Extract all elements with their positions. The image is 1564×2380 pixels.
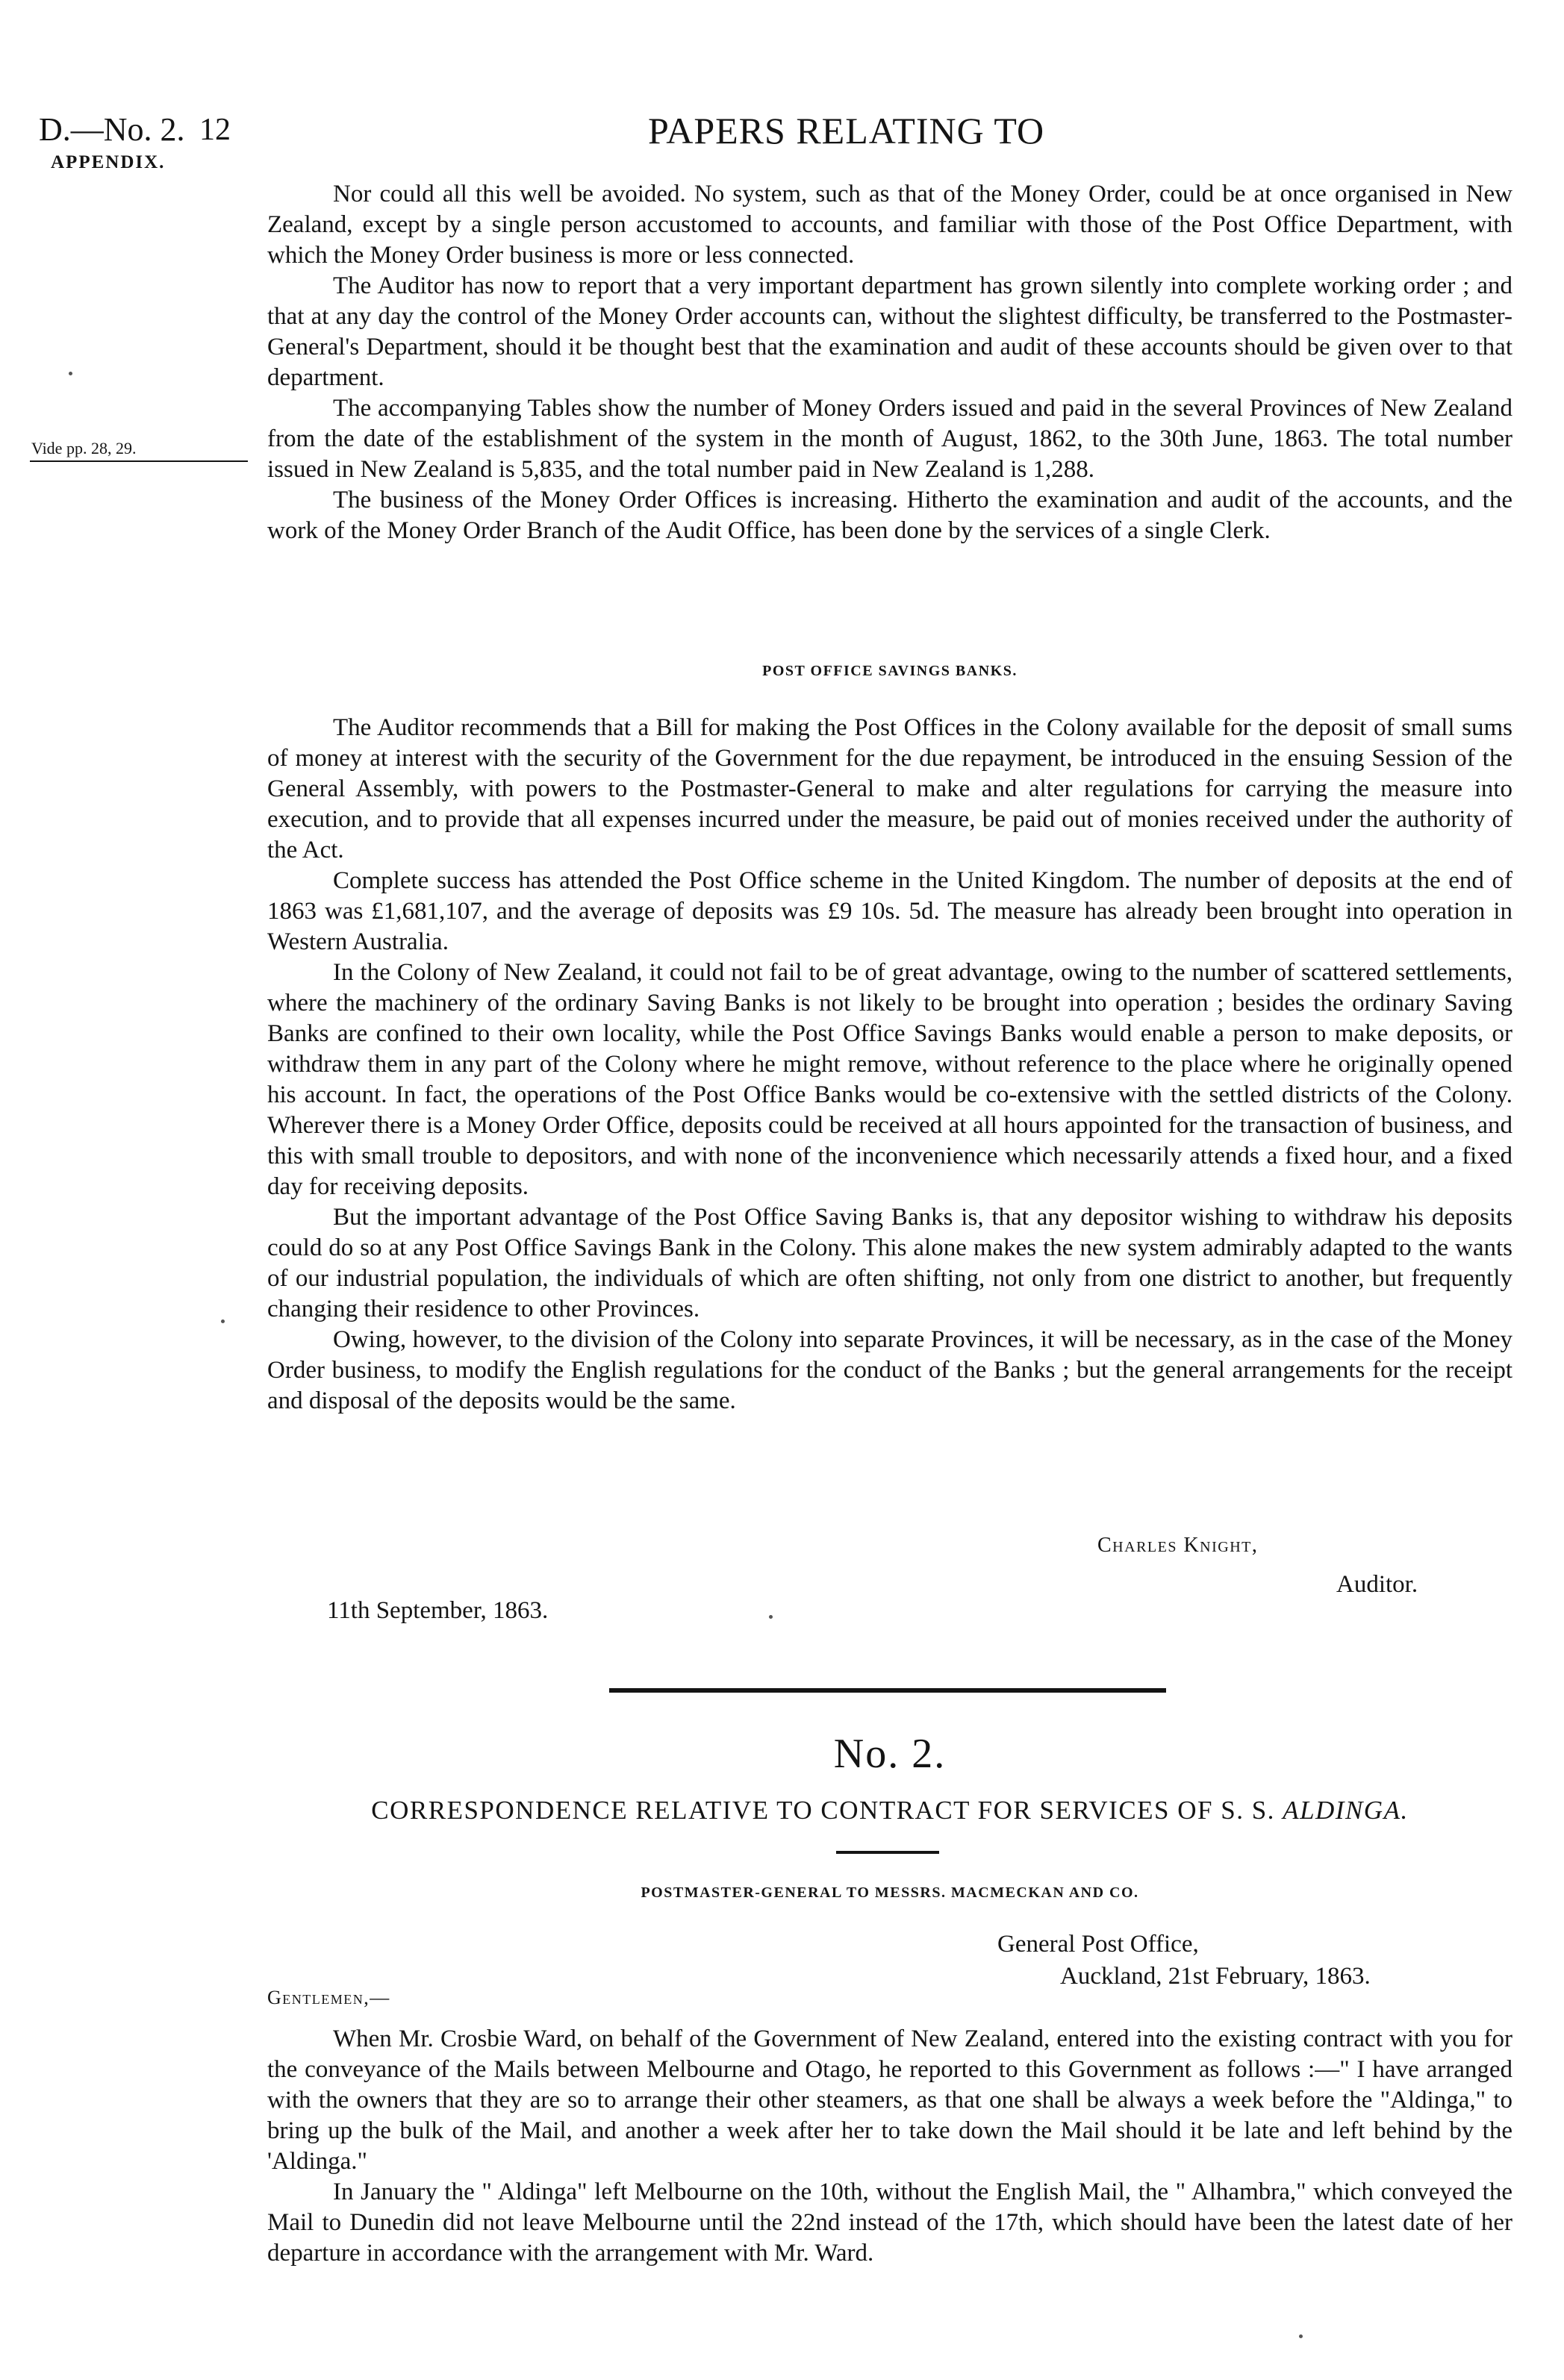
paragraph: In January the " Aldinga" left Melbourne on the 10th, without the English Mail, the " Alhambra," which conveyed the Mail to Dunedin did not leave Melbourne until the 22nd instead of the 17th, which should have been the latest date of her departure in accordance with the arrangement with Mr. Ward. bbox=[267, 2178, 1512, 2267]
money-order-text bbox=[267, 179, 1512, 546]
scan-speck bbox=[69, 372, 72, 375]
ship-name: ALDINGA. bbox=[1283, 1796, 1409, 1825]
scan-speck bbox=[221, 1319, 225, 1323]
appendix-label: APPENDIX. bbox=[51, 152, 166, 172]
scan-speck bbox=[769, 1615, 773, 1619]
paragraph: Complete success has attended the Post Office scheme in the United Kingdom. The number of deposits at the end of 1863 was £1,681,107, and the average of deposits was £9 10s. 5d. The measure has already been brought into operation in Western Australia. bbox=[267, 867, 1512, 955]
section-heading-savings-banks: POST OFFICE SAVINGS BANKS. bbox=[762, 663, 1018, 679]
page-title: PAPERS RELATING TO bbox=[648, 110, 1045, 152]
letter-text bbox=[267, 2024, 1512, 2269]
paragraph: In the Colony of New Zealand, it could not fail to be of great advantage, owing to the number of scattered settlements, where the machinery of the ordinary Saving Banks is not likely to be brought into operation ; besides the ordinary Saving Banks are confined to their own locality, while the Post Office Savings Banks would enable a person to make deposits, or withdraw them in any part of the Colony where he might remove, without reference to the place where he originally opened his account. In fact, the operations of the Post Office Banks would be co-extensive with the settled districts of the Colony. Wherever there is a Money Order Office, deposits could be received at all hours appointed for the transaction of business, and this with small trouble to depositors, and with none of the inconvenience which necessarily attends a fixed hour, and a fixed day for receiving deposits. bbox=[267, 959, 1512, 1200]
section-number: No. 2. bbox=[833, 1731, 947, 1777]
paragraph: Owing, however, to the division of the Colony into separate Provinces, it will be necessary, as in the case of the Money Order business, to modify the English regulations for the conduct of the Banks ; but the general arrangements for the receipt and disposal of the deposits would be the same. bbox=[267, 1326, 1512, 1414]
signature-name: Charles Knight, bbox=[1097, 1534, 1259, 1557]
letter-subheading: POSTMASTER-GENERAL TO MESSRS. MACMECKAN AND CO. bbox=[641, 1884, 1139, 1901]
letter-address-line2: Auckland, 21st February, 1863. bbox=[1060, 1963, 1371, 1990]
report-date: 11th September, 1863. bbox=[327, 1597, 549, 1624]
margin-note: Vide pp. 28, 29. bbox=[31, 439, 137, 457]
paragraph: The Auditor recommends that a Bill for making the Post Offices in the Colony available for the deposit of small sums of money at interest with the security of the Government for the due repayment, be introduced in the ensuing Session of the General Assembly, with powers to the Postmaster-General to make and alter regulations for carrying the measure into execution, and to provide that all expenses incurred under the measure, be paid out of monies received under the authority of the Act. bbox=[267, 714, 1512, 863]
scan-speck bbox=[1299, 2334, 1303, 2338]
letter-greeting: Gentlemen,— bbox=[267, 1987, 390, 2008]
paragraph: Nor could all this well be avoided. No system, such as that of the Money Order, could be at once organised in New Zealand, except by a single person accustomed to accounts, and familiar with those of the Post Office Department, with which the Money Order business is more or less connected. bbox=[267, 181, 1512, 269]
paragraph: The business of the Money Order Offices is increasing. Hitherto the examination and audit of the accounts, and the work of the Money Order Branch of the Audit Office, has been done by the services of a single Clerk. bbox=[267, 487, 1512, 544]
correspondence-heading-text: CORRESPONDENCE RELATIVE TO CONTRACT FOR SERVICES OF S. S. bbox=[371, 1796, 1275, 1825]
page-number: 12 bbox=[199, 113, 231, 147]
signature-title: Auditor. bbox=[1336, 1571, 1418, 1598]
letter-address-line1: General Post Office, bbox=[997, 1931, 1199, 1958]
paragraph: When Mr. Crosbie Ward, on behalf of the Government of New Zealand, entered into the existing contract with you for the conveyance of the Mails between Melbourne and Otago, he reported to this Government as follows :—" I have arranged with the owners that they are so to arrange their other steamers, as that one shall be always a week before the "Aldinga," to bring up the bulk of the Mail, and another a week after her to take down the Mail should it be late and left behind by the 'Aldinga." bbox=[267, 2026, 1512, 2175]
paragraph: The Auditor has now to report that a very important department has grown silently into complete working order ; and that at any day the control of the Money Order accounts can, without the slightest difficulty, be transferred to the Postmaster-General's Department, should it be thought best that the examination and audit of these accounts should be given over to that department. bbox=[267, 272, 1512, 391]
paragraph: But the important advantage of the Post Office Saving Banks is, that any depositor wishing to withdraw his deposits could do so at any Post Office Savings Bank in the Colony. This alone makes the new system admirably adapted to the wants of our industrial population, the individuals of which are often shifting, not only from one district to another, but frequently changing their residence to other Provinces. bbox=[267, 1204, 1512, 1322]
document-reference: D.—No. 2. bbox=[39, 111, 185, 148]
section-divider bbox=[609, 1688, 1166, 1693]
correspondence-heading bbox=[267, 1796, 1512, 1825]
heading-rule bbox=[836, 1851, 939, 1854]
paragraph: The accompanying Tables show the number of Money Orders issued and paid in the several Provinces of New Zealand from the date of the establishment of the system in the month of August, 1862, to the 30th June, 1863. The total number issued in New Zealand is 5,835, and the total number paid in New Zealand is 1,288. bbox=[267, 395, 1512, 483]
savings-banks-text bbox=[267, 713, 1512, 1417]
margin-note-rule bbox=[30, 460, 248, 462]
